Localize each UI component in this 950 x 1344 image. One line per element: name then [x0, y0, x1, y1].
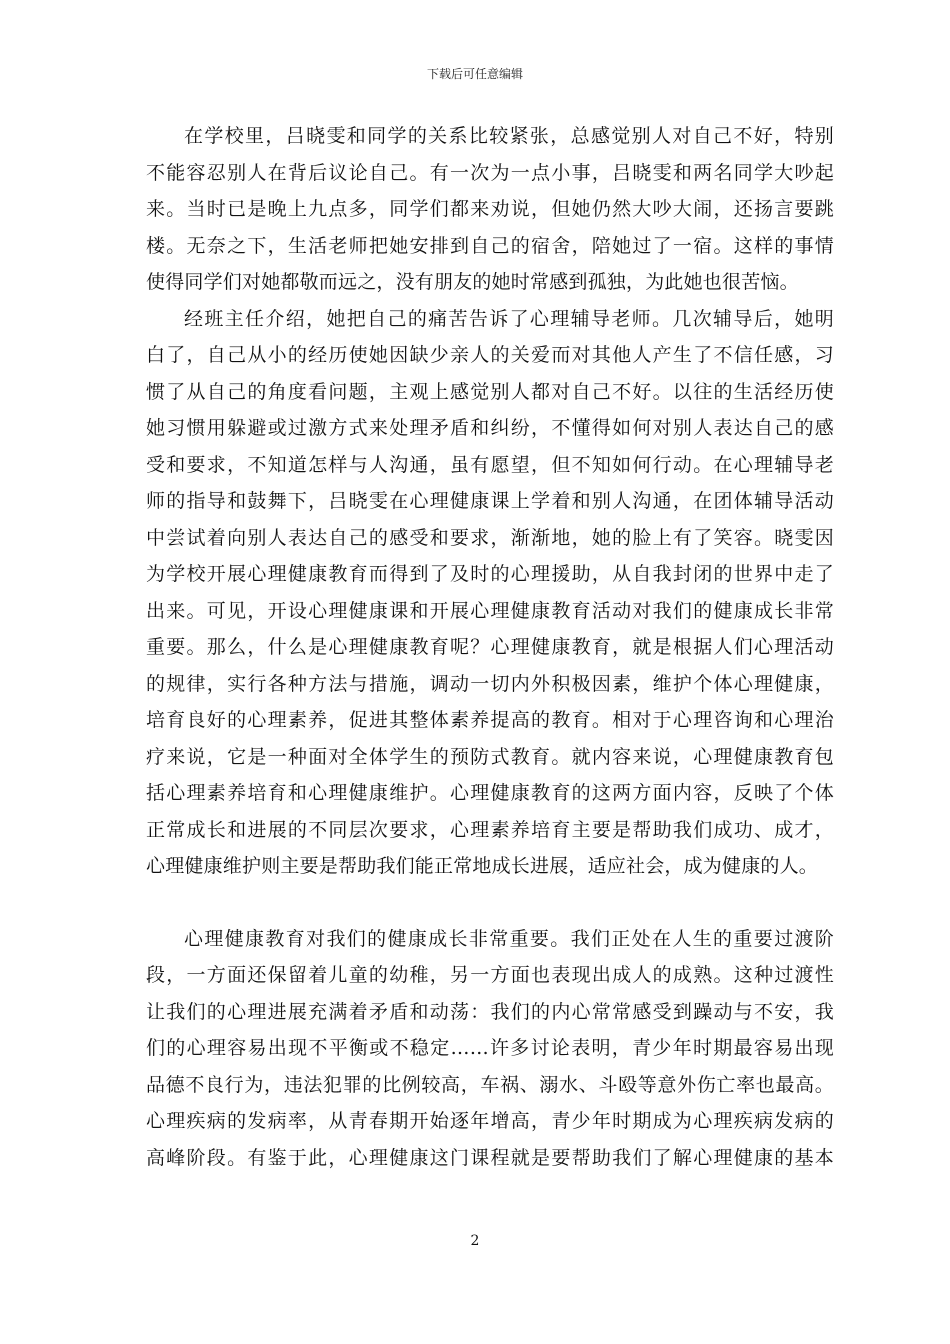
paragraph-3 — [146, 921, 834, 1177]
page-header: 下载后可任意编辑 — [426, 67, 523, 81]
text-line: 在学校里，吕晓雯和同学的关系比较紧张，总感觉别人对自己不好，特别 — [184, 125, 834, 147]
text-line: 段，一方面还保留着儿童的幼稚，另一方面也表现出成人的成熟。这种过渡性 — [146, 964, 834, 986]
text-line: 重要。那么，什么是心理健康教育呢？心理健康教育，就是根据人们心理活动 — [146, 636, 834, 658]
text-line: 的规律，实行各种方法与措施，调动一切内外积极因素，维护个体心理健康， — [146, 672, 834, 695]
paragraph-1 — [146, 118, 834, 301]
text-line: 高峰阶段。有鉴于此，心理健康这门课程就是要帮助我们了解心理健康的基本 — [146, 1146, 834, 1169]
text-line: 她习惯用躲避或过激方式来处理矛盾和纠纷，不懂得如何对别人表达自己的感 — [146, 417, 834, 439]
text-line: 不能容忍别人在背后议论自己。有一次为一点小事，吕晓雯和两名同学大吵起 — [146, 161, 834, 184]
text-line: 受和要求，不知道怎样与人沟通，虽有愿望，但不知如何行动。在心理辅导老 — [146, 453, 834, 476]
paragraph-gap — [146, 885, 834, 921]
text-line: 师的指导和鼓舞下，吕晓雯在心理健康课上学着和别人沟通，在团体辅导活动 — [146, 490, 834, 512]
text-line: 让我们的心理进展充满着矛盾和动荡：我们的内心常常感受到躁动与不安，我 — [146, 1000, 834, 1023]
text-line: 心理健康教育对我们的健康成长非常重要。我们正处在人生的重要过渡阶 — [184, 927, 834, 950]
document-body — [146, 118, 834, 1176]
text-line: 来。当时已是晚上九点多，同学们都来劝说，但她仍然大吵大闹，还扬言要跳 — [146, 198, 834, 220]
text-line: 疗来说，它是一种面对全体学生的预防式教育。就内容来说，心理健康教育包 — [146, 745, 834, 768]
text-line: 经班主任介绍，她把自己的痛苦告诉了心理辅导老师。几次辅导后，她明 — [184, 307, 834, 330]
text-line: 们的心理容易出现不平衡或不稳定……许多讨论表明，青少年时期最容易出现 — [146, 1037, 834, 1059]
text-line: 出来。可见，开设心理健康课和开展心理健康教育活动对我们的健康成长非常 — [146, 599, 834, 622]
text-line: 惯了从自己的角度看问题，主观上感觉别人都对自己不好。以往的生活经历使 — [146, 380, 834, 403]
text-line: 使得同学们对她都敬而远之，没有朋友的她时常感到孤独，为此她也很苦恼。 — [146, 271, 799, 293]
paragraph-2 — [146, 301, 834, 885]
text-line: 品德不良行为，违法犯罪的比例较高，车祸、溺水、斗殴等意外伤亡率也最高。 — [146, 1073, 834, 1096]
text-line: 楼。无奈之下，生活老师把她安排到自己的宿舍，陪她过了一宿。这样的事情 — [146, 234, 834, 257]
text-line: 白了，自己从小的经历使她因缺少亲人的关爱而对其他人产生了不信任感，习 — [146, 344, 834, 366]
text-line: 中尝试着向别人表达自己的感受和要求，渐渐地，她的脸上有了笑容。晓雯因 — [146, 526, 834, 549]
text-line: 心理健康维护则主要是帮助我们能正常地成长进展，适应社会，成为健康的人。 — [146, 855, 819, 877]
text-line: 正常成长和进展的不同层次要求，心理素养培育主要是帮助我们成功、成才， — [146, 818, 834, 841]
text-line: 培育良好的心理素养，促进其整体素养提高的教育。相对于心理咨询和心理治 — [146, 709, 834, 731]
page-number: 2 — [470, 1233, 480, 1249]
text-line: 心理疾病的发病率，从青春期开始逐年增高，青少年时期成为心理疾病发病的 — [146, 1110, 834, 1132]
text-line: 括心理素养培育和心理健康维护。心理健康教育的这两方面内容，反映了个体 — [146, 782, 834, 804]
text-line: 为学校开展心理健康教育而得到了及时的心理援助，从自我封闭的世界中走了 — [146, 563, 834, 585]
